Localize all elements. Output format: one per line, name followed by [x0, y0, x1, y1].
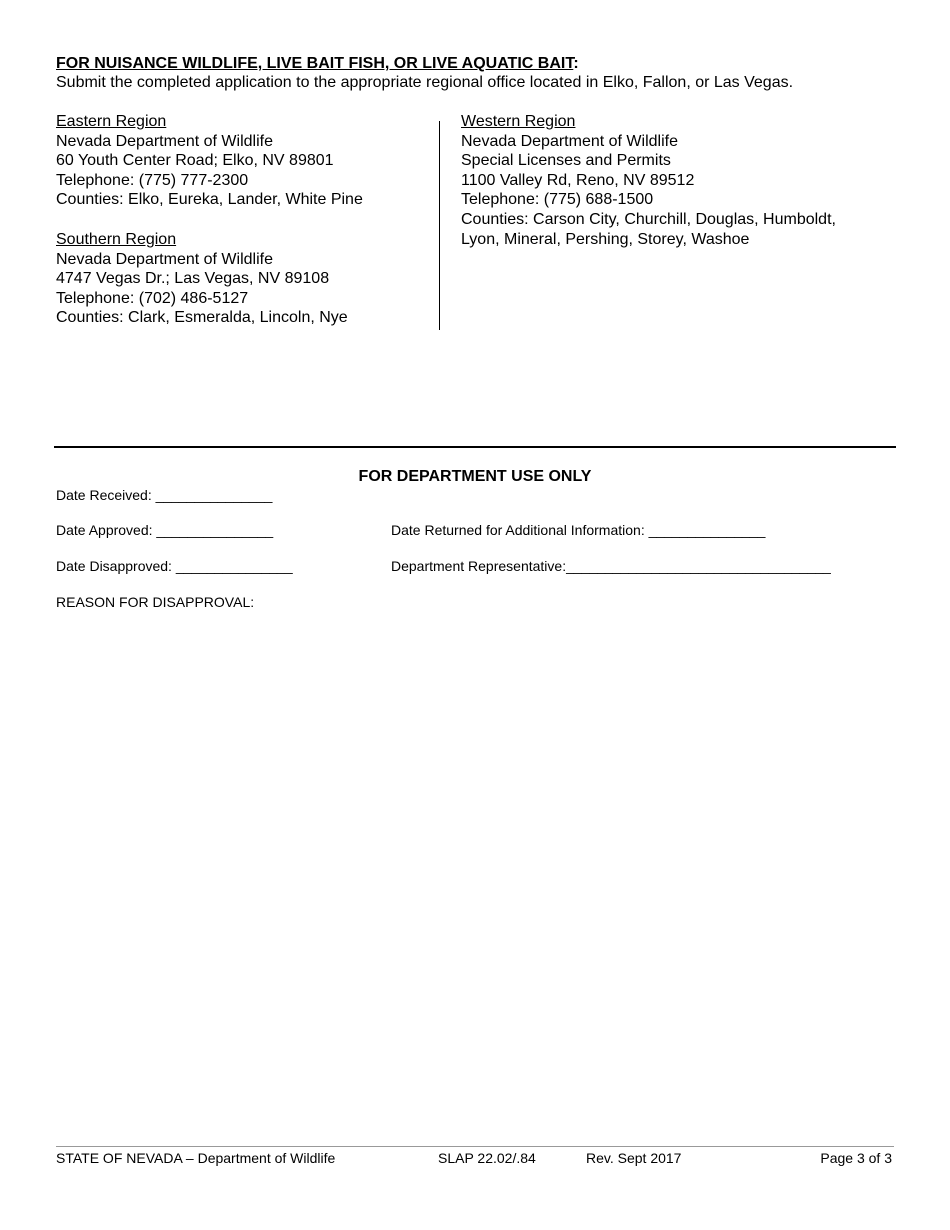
date-returned-field[interactable]: Date Returned for Additional Information: _______________: [391, 522, 766, 538]
western-region-line: Telephone: (775) 688-1500: [461, 191, 654, 209]
southern-region-line: Counties: Clark, Esmeralda, Lincoln, Nye: [56, 309, 348, 327]
heading-colon: :: [573, 55, 579, 72]
southern-region-title: Southern Region: [56, 231, 177, 248]
eastern-region-line: 60 Youth Center Road; Elko, NV 89801: [56, 152, 334, 170]
date-disapproved-field[interactable]: Date Disapproved: _______________: [56, 558, 293, 574]
section-divider: [54, 446, 896, 448]
western-region-line: Nevada Department of Wildlife: [461, 132, 678, 150]
southern-region-line: Nevada Department of Wildlife: [56, 250, 273, 268]
eastern-region-title: Eastern Region: [56, 113, 167, 130]
footer-agency: STATE OF NEVADA – Department of Wildlife: [56, 1150, 336, 1166]
western-region: [461, 112, 836, 249]
southern-region: [56, 230, 348, 328]
southern-region-line: Telephone: (702) 486-5127: [56, 289, 249, 307]
intro-text: Submit the completed application to the appropriate regional office located in Elko, Fallon, or Las Vegas.: [56, 74, 794, 91]
western-region-line: 1100 Valley Rd, Reno, NV 89512: [461, 171, 695, 189]
reason-for-disapproval-label: REASON FOR DISAPPROVAL:: [56, 594, 255, 610]
western-region-line: Special Licenses and Permits: [461, 152, 671, 170]
page-heading: [56, 55, 579, 73]
footer-revision: Rev. Sept 2017: [586, 1150, 682, 1166]
eastern-region: [56, 112, 363, 210]
department-representative-field[interactable]: Department Representative:__________________________________: [391, 558, 831, 574]
eastern-region-line: Nevada Department of Wildlife: [56, 132, 273, 150]
department-use-title: FOR DEPARTMENT USE ONLY: [358, 468, 592, 485]
date-received-field[interactable]: Date Received: _______________: [56, 487, 273, 503]
western-region-line: Lyon, Mineral, Pershing, Storey, Washoe: [461, 230, 750, 248]
footer-divider: [56, 1146, 894, 1147]
western-region-line: Counties: Carson City, Churchill, Douglas, Humboldt,: [461, 210, 836, 228]
column-divider: [439, 121, 440, 330]
heading-text: FOR NUISANCE WILDLIFE, LIVE BAIT FISH, OR LIVE AQUATIC BAIT: [56, 55, 574, 72]
western-region-title: Western Region: [461, 113, 576, 130]
southern-region-line: 4747 Vegas Dr.; Las Vegas, NV 89108: [56, 270, 330, 288]
footer-page-number: Page 3 of 3: [820, 1150, 892, 1166]
eastern-region-line: Counties: Elko, Eureka, Lander, White Pine: [56, 191, 363, 209]
date-approved-field[interactable]: Date Approved: _______________: [56, 522, 274, 538]
footer-form-number: SLAP 22.02/.84: [438, 1150, 536, 1166]
eastern-region-line: Telephone: (775) 777-2300: [56, 171, 249, 189]
